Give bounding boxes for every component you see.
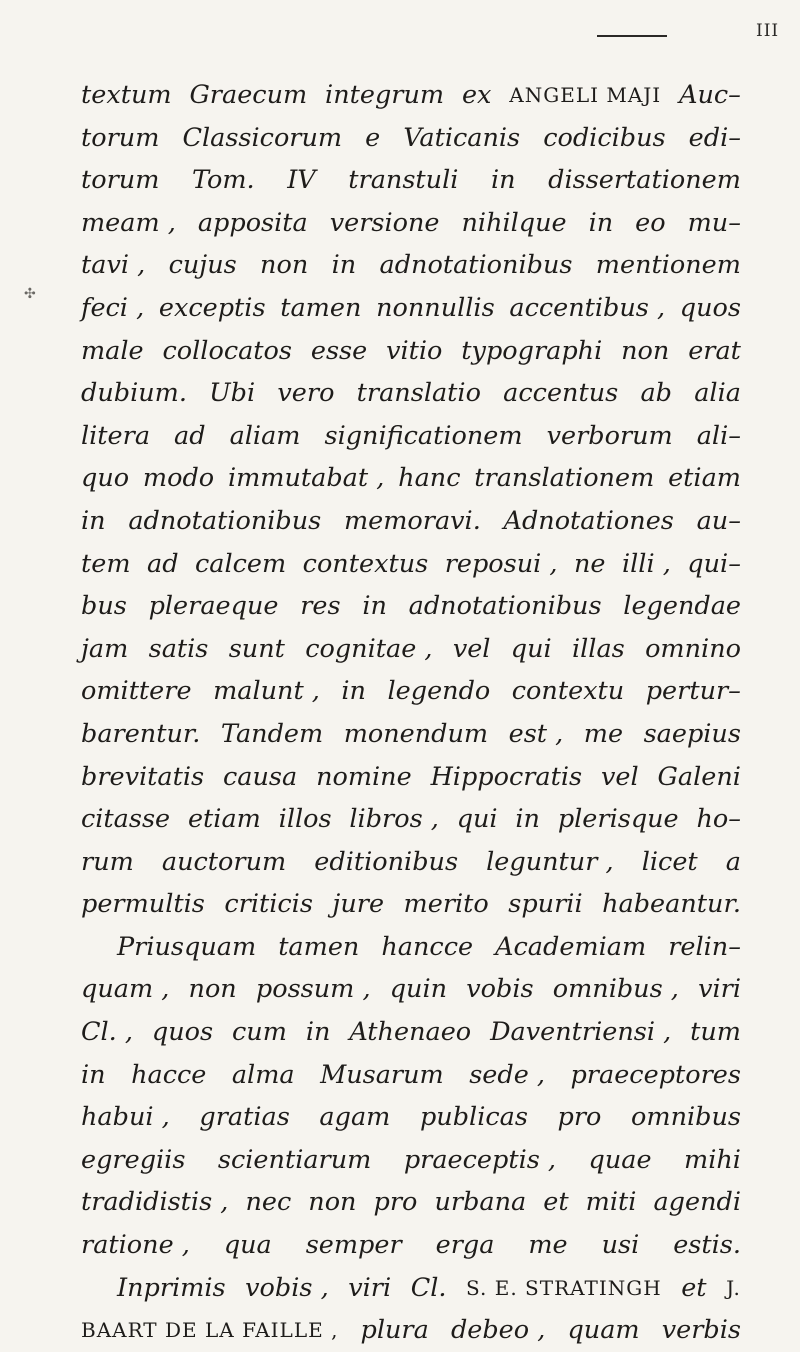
text-line — [81, 330, 741, 373]
word: agendi — [653, 1187, 741, 1218]
word: estis. — [673, 1230, 741, 1261]
word: bus — [81, 591, 127, 622]
text-line — [81, 287, 741, 330]
word: qui — [510, 633, 552, 664]
margin-mark: ✣ — [24, 286, 36, 302]
word: quos — [679, 292, 741, 323]
word: viri — [348, 1272, 392, 1303]
page-number: III — [756, 21, 780, 41]
word: omnibus , — [552, 974, 679, 1005]
word: mu– — [687, 207, 741, 238]
word: tradidistis , — [81, 1187, 229, 1218]
word: feci , — [81, 292, 145, 323]
word: litera — [81, 420, 151, 451]
text-line — [81, 798, 741, 841]
word: Classicorum — [182, 122, 343, 153]
word: reposui , — [444, 548, 558, 579]
word: editionibus — [314, 846, 459, 877]
word: dubium. — [81, 378, 187, 409]
word: non — [260, 250, 309, 281]
word: tamen — [278, 931, 360, 962]
word: non — [308, 1187, 357, 1218]
word: habui , — [81, 1102, 170, 1133]
word: Auc– — [679, 80, 741, 110]
word: hacce — [131, 1059, 207, 1090]
word: cognitae , — [305, 633, 433, 664]
word: publicas — [419, 1102, 528, 1133]
word: rum — [81, 846, 134, 877]
word: legendae — [623, 591, 741, 622]
word: est , — [508, 718, 564, 749]
word: semper — [305, 1230, 402, 1261]
word: ali– — [696, 420, 741, 451]
word: translatio — [356, 378, 481, 409]
word: monendum — [343, 718, 489, 749]
word: tavi , — [81, 250, 146, 281]
text-line — [81, 585, 741, 628]
word: plerisque — [557, 804, 679, 835]
word: ANGELI MAJI — [509, 83, 662, 107]
word: vobis , — [245, 1272, 329, 1303]
word: cujus — [168, 250, 237, 281]
word: edi– — [688, 122, 741, 153]
word: pro — [373, 1187, 418, 1218]
word: quam — [567, 1315, 640, 1346]
word: Cl. , — [81, 1017, 133, 1048]
text-line — [81, 841, 741, 884]
text-line — [81, 543, 741, 586]
word: malunt , — [213, 676, 320, 707]
word: me — [583, 718, 624, 749]
word: etiam — [668, 463, 741, 494]
word: et — [681, 1272, 707, 1303]
word: aliam — [229, 420, 301, 451]
word: male — [81, 335, 144, 366]
text-line — [81, 926, 741, 969]
word: accentus — [503, 378, 619, 409]
word: qua — [223, 1230, 272, 1261]
word: in — [588, 207, 614, 238]
word: immutabat , — [227, 463, 385, 494]
word: eo — [635, 207, 666, 238]
word: etiam — [187, 804, 261, 835]
word: nihilque — [461, 207, 567, 238]
word: textum — [81, 80, 172, 110]
word: me — [528, 1230, 568, 1261]
word: pertur– — [645, 676, 741, 707]
word: transtuli — [348, 165, 459, 196]
text-line — [81, 117, 741, 160]
word: e — [365, 122, 381, 153]
word: meam , — [81, 207, 176, 238]
word: versione — [329, 207, 440, 238]
header-rule — [597, 35, 667, 37]
word: et — [543, 1187, 569, 1218]
word: spurii — [508, 889, 583, 920]
word: omnino — [645, 633, 741, 664]
word: brevitatis — [81, 761, 205, 792]
word: in — [341, 676, 366, 707]
word: auctorum — [161, 846, 287, 877]
word: Tandem — [220, 718, 324, 749]
text-line — [81, 1267, 741, 1310]
word: viri — [698, 974, 741, 1005]
text-line — [81, 1096, 741, 1139]
word: Daventriensi , — [490, 1017, 672, 1048]
word: barentur. — [81, 718, 201, 749]
text-line — [81, 74, 741, 117]
word: plura — [360, 1315, 429, 1346]
word: esse — [310, 335, 368, 366]
word: omnibus — [631, 1102, 741, 1133]
text-line — [81, 713, 741, 756]
word: qui– — [687, 548, 741, 579]
word: in — [362, 591, 387, 622]
word: vobis — [466, 974, 534, 1005]
word: apposita — [197, 207, 308, 238]
word: habeantur. — [602, 889, 741, 920]
word: illos — [278, 804, 332, 835]
word: contextus — [302, 548, 429, 579]
text-line — [81, 1139, 741, 1182]
word: non — [188, 974, 237, 1005]
text-line — [81, 628, 741, 671]
word: Adnotationes — [503, 505, 674, 536]
word: adnotationibus — [408, 591, 602, 622]
word: in — [305, 1017, 331, 1048]
text-line — [81, 968, 741, 1011]
word: accentibus , — [509, 292, 666, 323]
word: praeceptores — [570, 1059, 741, 1090]
word: saepius — [643, 718, 741, 749]
word: calcem — [195, 548, 287, 579]
word: Musarum — [320, 1059, 444, 1090]
word: possum , — [255, 974, 371, 1005]
word: hancce — [381, 931, 474, 962]
word: Priusquam — [117, 931, 257, 962]
word: erat — [688, 335, 741, 366]
word: sunt — [228, 633, 285, 664]
text-line — [81, 500, 741, 543]
word: legendo — [387, 676, 491, 707]
word: translationem — [474, 463, 655, 494]
word: Inprimis — [117, 1272, 226, 1303]
word: ad — [174, 420, 206, 451]
text-line — [81, 883, 741, 926]
word: collocatos — [162, 335, 292, 366]
word: dissertationem — [548, 165, 741, 196]
word: Ubi — [209, 378, 256, 409]
word: modo — [142, 463, 215, 494]
word: hanc — [398, 463, 461, 494]
word: adnotationibus — [128, 505, 322, 536]
word: vitio — [386, 335, 443, 366]
text-line — [81, 756, 741, 799]
text-line — [81, 1181, 741, 1224]
word: in — [331, 250, 357, 281]
word: citasse — [81, 804, 171, 835]
word: a — [725, 846, 741, 877]
word: contextu — [511, 676, 625, 707]
word: usi — [601, 1230, 640, 1261]
word: Graecum — [189, 80, 308, 110]
text-line — [81, 1011, 741, 1054]
word: significationem — [324, 420, 523, 451]
word: vel — [452, 633, 491, 664]
word: ad — [147, 548, 179, 579]
word: Hippocratis — [430, 761, 583, 792]
word: mentionem — [595, 250, 741, 281]
text-line — [81, 159, 741, 202]
word: memoravi. — [343, 505, 481, 536]
word: scientiarum — [217, 1144, 372, 1175]
word: res — [300, 591, 341, 622]
word: quo — [81, 463, 130, 494]
word: jure — [332, 889, 385, 920]
text-line — [81, 372, 741, 415]
word: tem — [81, 548, 131, 579]
text-line — [81, 670, 741, 713]
word: in — [515, 804, 540, 835]
word: Cl. — [410, 1272, 447, 1303]
word: nomine — [316, 761, 412, 792]
word: agam — [319, 1102, 391, 1133]
word: verborum — [546, 420, 673, 451]
word: integrum — [325, 80, 445, 110]
word: satis — [148, 633, 209, 664]
word: pro — [557, 1102, 602, 1133]
word: codicibus — [543, 122, 666, 153]
word: relin– — [668, 931, 741, 962]
text-line — [81, 244, 741, 287]
word: quos — [151, 1017, 214, 1048]
word: jam — [81, 633, 129, 664]
word: miti — [585, 1187, 637, 1218]
word: illi , — [621, 548, 671, 579]
text-line — [81, 1224, 741, 1267]
word: ratione , — [81, 1230, 190, 1261]
word: pleraeque — [148, 591, 279, 622]
word: adnotationibus — [379, 250, 573, 281]
word: sede , — [469, 1059, 545, 1090]
word: S. E. STRATINGH — [466, 1275, 662, 1300]
text-line — [81, 202, 741, 245]
word: vero — [277, 378, 335, 409]
text-line — [81, 1309, 741, 1352]
word: licet — [641, 846, 698, 877]
word: alia — [694, 378, 741, 409]
word: verbis — [661, 1315, 741, 1346]
word: torum — [81, 165, 160, 196]
word: permultis — [81, 889, 205, 920]
word: tum — [690, 1017, 741, 1048]
word: in — [490, 165, 516, 196]
word: typographi — [461, 335, 603, 366]
word: exceptis — [158, 292, 266, 323]
word: nec — [245, 1187, 292, 1218]
word: alma — [231, 1059, 295, 1090]
word: debeo , — [450, 1315, 546, 1346]
word: gratias — [199, 1102, 290, 1133]
word: libros , — [349, 804, 439, 835]
word: cum — [232, 1017, 287, 1048]
word: Athenaeo — [349, 1017, 472, 1048]
word: ho– — [696, 804, 741, 835]
word: omittere — [81, 676, 192, 707]
word: vel — [601, 761, 639, 792]
word: egregiis — [81, 1144, 186, 1175]
word: au– — [696, 505, 741, 536]
word: non — [621, 335, 670, 366]
word: criticis — [224, 889, 313, 920]
word: praeceptis , — [403, 1144, 557, 1175]
word: erga — [435, 1230, 495, 1261]
word: in — [81, 505, 106, 536]
word: BAART DE LA FAILLE , — [81, 1318, 339, 1343]
word: tamen — [280, 292, 362, 323]
word: Academiam — [495, 931, 647, 962]
word: nonnullis — [376, 292, 495, 323]
text-line — [81, 1054, 741, 1097]
word: Vaticanis — [403, 122, 521, 153]
word: qui — [456, 804, 498, 835]
word: IV — [287, 165, 316, 196]
word: illas — [572, 633, 625, 664]
word: quam , — [81, 974, 170, 1005]
word: leguntur , — [486, 846, 614, 877]
word: quae — [588, 1144, 652, 1175]
word: Galeni — [657, 761, 741, 792]
word: mihi — [684, 1144, 741, 1175]
word: J. — [726, 1275, 741, 1300]
word: ex — [461, 80, 492, 110]
word: Tom. — [191, 165, 255, 196]
word: merito — [403, 889, 489, 920]
word: ne — [574, 548, 606, 579]
word: torum — [81, 122, 160, 153]
text-line — [81, 457, 741, 500]
word: ab — [640, 378, 672, 409]
word: quin — [389, 974, 448, 1005]
body-text — [81, 74, 741, 1352]
text-line — [81, 415, 741, 458]
word: causa — [222, 761, 298, 792]
word: in — [81, 1059, 106, 1090]
word: urbana — [434, 1187, 527, 1218]
